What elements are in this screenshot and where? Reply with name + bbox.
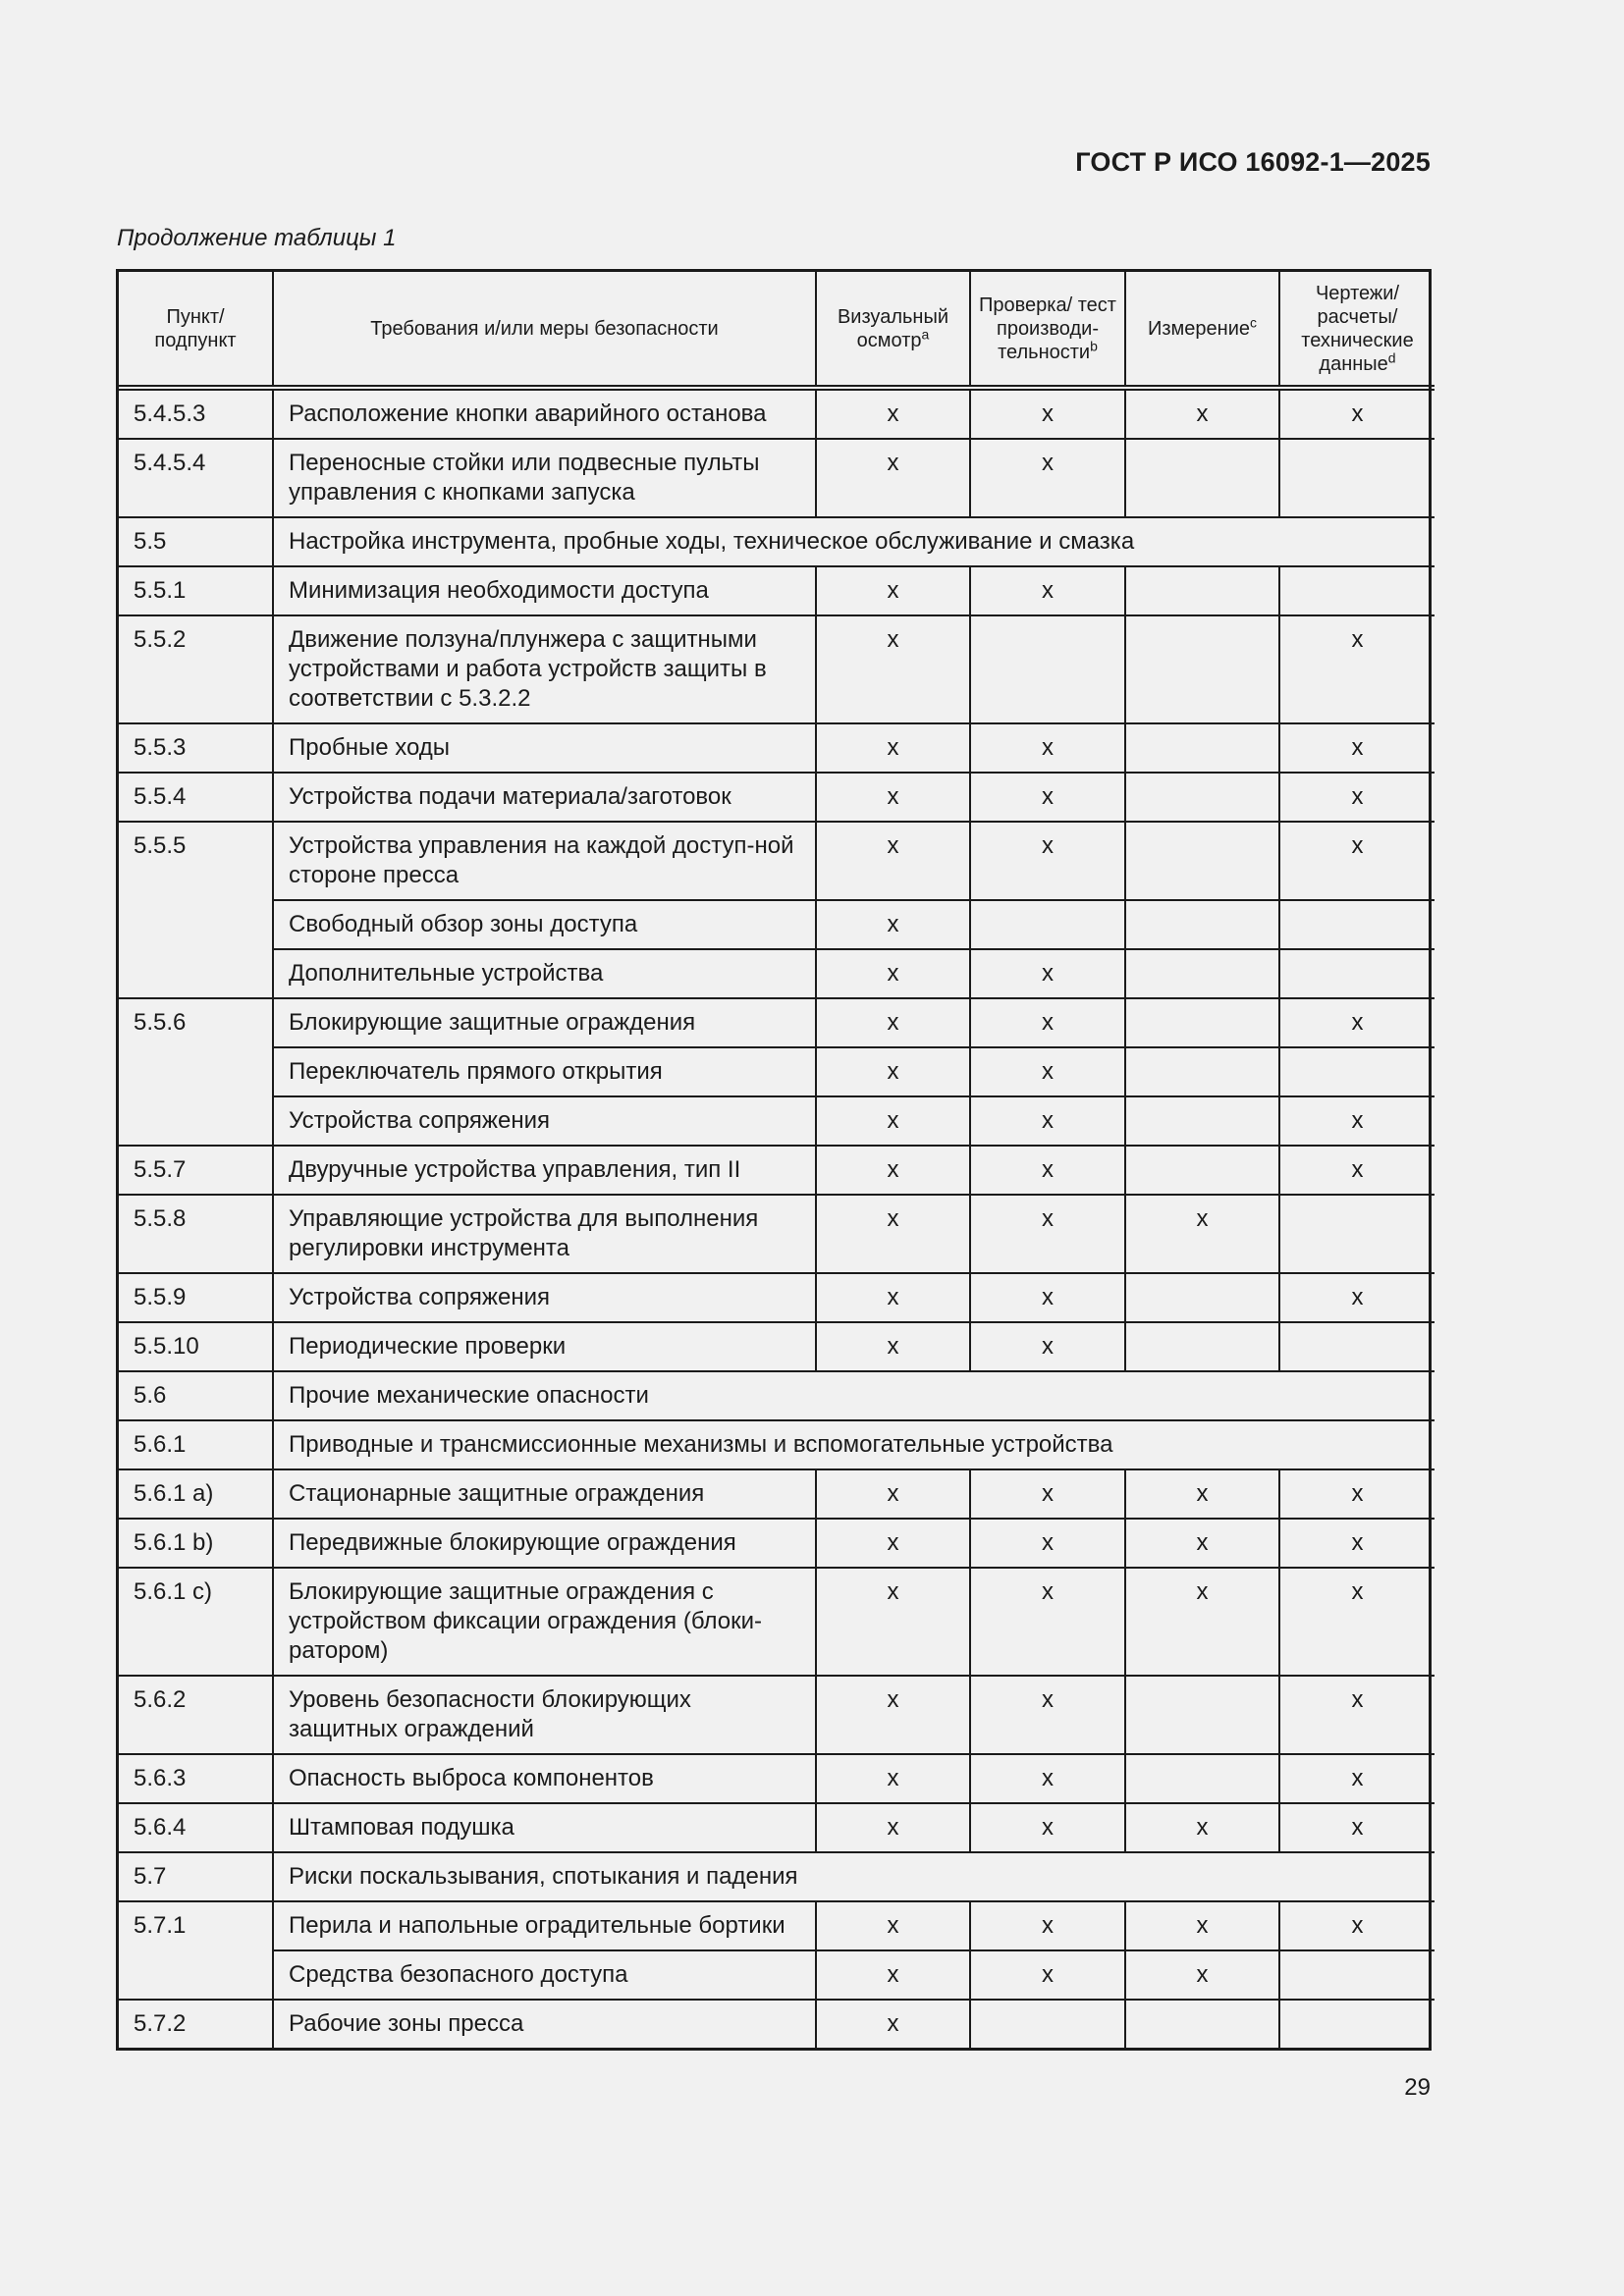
requirement-cell: Передвижные блокирующие ограждения xyxy=(273,1519,816,1568)
check-mark-cell: x xyxy=(1125,1519,1279,1568)
requirement-cell: Стационарные защитные ограждения xyxy=(273,1469,816,1519)
check-mark-cell: x xyxy=(1125,388,1279,439)
table-row xyxy=(119,998,1435,1047)
requirement-cell: Минимизация необходимости доступа xyxy=(273,566,816,615)
check-mark-cell xyxy=(1125,900,1279,949)
check-mark-cell: x xyxy=(816,1754,970,1803)
clause-cell: 5.5.1 xyxy=(119,566,273,615)
clause-cell: 5.6.4 xyxy=(119,1803,273,1852)
requirement-cell: Пробные ходы xyxy=(273,723,816,773)
check-mark-cell xyxy=(1125,2000,1279,2048)
check-mark-cell: x xyxy=(970,1803,1125,1852)
check-mark-cell xyxy=(1279,1950,1435,2000)
clause-cell: 5.6.3 xyxy=(119,1754,273,1803)
check-mark-cell xyxy=(1125,1322,1279,1371)
section-row xyxy=(119,517,1435,566)
clause-cell: 5.5.9 xyxy=(119,1273,273,1322)
check-mark-cell: x xyxy=(816,773,970,822)
check-mark-cell: x xyxy=(1279,1676,1435,1754)
check-mark-cell: x xyxy=(970,1322,1125,1371)
table-row xyxy=(119,1096,1435,1146)
check-mark-cell: x xyxy=(816,822,970,900)
clause-cell: 5.5.10 xyxy=(119,1322,273,1371)
requirement-cell: Устройства сопряжения xyxy=(273,1096,816,1146)
check-mark-cell: x xyxy=(970,773,1125,822)
clause-cell: 5.6.1 xyxy=(119,1420,273,1469)
section-title-cell: Прочие механические опасности xyxy=(273,1371,1435,1420)
table-row xyxy=(119,439,1435,517)
requirement-cell: Штамповая подушка xyxy=(273,1803,816,1852)
check-mark-cell xyxy=(1125,566,1279,615)
check-mark-cell: x xyxy=(1125,1469,1279,1519)
requirement-cell: Уровень безопасности блокирующих защитных ограждений xyxy=(273,1676,816,1754)
check-mark-cell xyxy=(1125,1047,1279,1096)
table-row xyxy=(119,1146,1435,1195)
header-visual-inspection: Визуальный осмотр$^a$ xyxy=(816,272,970,388)
check-mark-cell xyxy=(1279,1047,1435,1096)
table-row xyxy=(119,566,1435,615)
table-caption: Продолжение таблицы 1 xyxy=(117,225,397,251)
header-drawings: Чертежи/ расчеты/ технические данные$^d$ xyxy=(1279,272,1435,388)
check-mark-cell: x xyxy=(970,1519,1125,1568)
header-measurement: Измерение$^c$ xyxy=(1125,272,1279,388)
check-mark-cell: x xyxy=(970,949,1125,998)
check-mark-cell: x xyxy=(970,822,1125,900)
check-mark-cell: x xyxy=(1279,1273,1435,1322)
check-mark-cell: x xyxy=(970,439,1125,517)
check-mark-cell xyxy=(1279,949,1435,998)
check-mark-cell xyxy=(1125,773,1279,822)
check-mark-cell: x xyxy=(1279,998,1435,1047)
table-row xyxy=(119,1901,1435,1950)
check-mark-cell: x xyxy=(816,1676,970,1754)
requirement-cell: Рабочие зоны пресса xyxy=(273,2000,816,2048)
check-mark-cell xyxy=(1279,566,1435,615)
check-mark-cell: x xyxy=(1125,1901,1279,1950)
check-mark-cell: x xyxy=(1125,1803,1279,1852)
table-row xyxy=(119,1322,1435,1371)
clause-cell: 5.5 xyxy=(119,517,273,566)
check-mark-cell xyxy=(1125,1754,1279,1803)
header-performance-test: Проверка/ тест производи-тельности$^b$ xyxy=(970,272,1125,388)
requirements-table xyxy=(119,272,1435,2048)
table-row xyxy=(119,1519,1435,1568)
clause-cell: 5.4.5.4 xyxy=(119,439,273,517)
clause-cell: 5.5.3 xyxy=(119,723,273,773)
check-mark-cell: x xyxy=(816,1901,970,1950)
check-mark-cell: x xyxy=(970,1568,1125,1676)
table-row xyxy=(119,822,1435,900)
requirement-cell: Дополнительные устройства xyxy=(273,949,816,998)
check-mark-cell xyxy=(1279,1322,1435,1371)
check-mark-cell: x xyxy=(816,998,970,1047)
page-number: 29 xyxy=(1404,2074,1431,2101)
clause-cell: 5.4.5.3 xyxy=(119,388,273,439)
check-mark-cell: x xyxy=(1125,1950,1279,2000)
clause-cell: 5.5.8 xyxy=(119,1195,273,1273)
document-code: ГОСТ Р ИСО 16092-1—2025 xyxy=(1075,147,1431,177)
check-mark-cell: x xyxy=(1279,1754,1435,1803)
requirement-cell: Переключатель прямого открытия xyxy=(273,1047,816,1096)
check-mark-cell: x xyxy=(1279,1519,1435,1568)
clause-cell: 5.6 xyxy=(119,1371,273,1420)
check-mark-cell: x xyxy=(970,1146,1125,1195)
check-mark-cell xyxy=(970,2000,1125,2048)
clause-cell: 5.7.1 xyxy=(119,1901,273,2000)
table-row xyxy=(119,1803,1435,1852)
requirement-cell: Управляющие устройства для выполнения регулировки инструмента xyxy=(273,1195,816,1273)
check-mark-cell xyxy=(1279,1195,1435,1273)
table-row xyxy=(119,1568,1435,1676)
clause-cell: 5.5.4 xyxy=(119,773,273,822)
table-row xyxy=(119,388,1435,439)
table-header-row xyxy=(119,272,1435,388)
check-mark-cell xyxy=(1125,1273,1279,1322)
clause-cell: 5.6.1 c) xyxy=(119,1568,273,1676)
requirement-cell: Расположение кнопки аварийного останова xyxy=(273,388,816,439)
check-mark-cell: x xyxy=(816,566,970,615)
clause-cell: 5.6.2 xyxy=(119,1676,273,1754)
requirement-cell: Устройства подачи материала/заготовок xyxy=(273,773,816,822)
check-mark-cell xyxy=(1125,1146,1279,1195)
requirement-cell: Переносные стойки или подвесные пульты управления с кнопками запуска xyxy=(273,439,816,517)
check-mark-cell: x xyxy=(970,388,1125,439)
check-mark-cell: x xyxy=(1279,388,1435,439)
check-mark-cell: x xyxy=(816,2000,970,2048)
check-mark-cell: x xyxy=(1279,723,1435,773)
clause-cell: 5.5.7 xyxy=(119,1146,273,1195)
section-row xyxy=(119,1420,1435,1469)
requirement-cell: Средства безопасного доступа xyxy=(273,1950,816,2000)
check-mark-cell: x xyxy=(1279,773,1435,822)
check-mark-cell: x xyxy=(816,388,970,439)
check-mark-cell xyxy=(1125,1096,1279,1146)
table-row xyxy=(119,949,1435,998)
check-mark-cell xyxy=(1125,822,1279,900)
check-mark-cell: x xyxy=(1125,1195,1279,1273)
table-body xyxy=(119,388,1435,2048)
check-mark-cell xyxy=(1279,439,1435,517)
table-row xyxy=(119,615,1435,723)
check-mark-cell: x xyxy=(816,1322,970,1371)
requirement-cell: Устройства сопряжения xyxy=(273,1273,816,1322)
check-mark-cell: x xyxy=(970,998,1125,1047)
check-mark-cell: x xyxy=(1279,1146,1435,1195)
table-row xyxy=(119,1273,1435,1322)
check-mark-cell: x xyxy=(816,1519,970,1568)
check-mark-cell: x xyxy=(816,1096,970,1146)
section-row xyxy=(119,1371,1435,1420)
requirement-cell: Двуручные устройства управления, тип II xyxy=(273,1146,816,1195)
check-mark-cell: x xyxy=(816,723,970,773)
requirement-cell: Опасность выброса компонентов xyxy=(273,1754,816,1803)
clause-cell: 5.5.6 xyxy=(119,998,273,1146)
check-mark-cell: x xyxy=(970,1096,1125,1146)
section-title-cell: Приводные и трансмиссионные механизмы и вспомогательные устройства xyxy=(273,1420,1435,1469)
check-mark-cell: x xyxy=(970,1754,1125,1803)
check-mark-cell: x xyxy=(1279,822,1435,900)
check-mark-cell xyxy=(1125,723,1279,773)
check-mark-cell: x xyxy=(1279,1901,1435,1950)
check-mark-cell xyxy=(1279,2000,1435,2048)
table-row xyxy=(119,723,1435,773)
check-mark-cell: x xyxy=(816,1195,970,1273)
requirement-cell: Блокирующие защитные ограждения с устройством фиксации ограждения (блоки-ратором) xyxy=(273,1568,816,1676)
header-clause: Пункт/ подпункт xyxy=(119,272,273,388)
check-mark-cell xyxy=(1125,615,1279,723)
check-mark-cell: x xyxy=(1279,1803,1435,1852)
check-mark-cell: x xyxy=(816,949,970,998)
section-title-cell: Настройка инструмента, пробные ходы, техническое обслуживание и смазка xyxy=(273,517,1435,566)
check-mark-cell xyxy=(1125,998,1279,1047)
requirement-cell: Устройства управления на каждой доступ-ной стороне пресса xyxy=(273,822,816,900)
table-row xyxy=(119,1469,1435,1519)
check-mark-cell: x xyxy=(1279,1096,1435,1146)
clause-cell: 5.6.1 a) xyxy=(119,1469,273,1519)
requirement-cell: Периодические проверки xyxy=(273,1322,816,1371)
clause-cell: 5.5.5 xyxy=(119,822,273,998)
table-row xyxy=(119,1676,1435,1754)
check-mark-cell: x xyxy=(970,723,1125,773)
check-mark-cell: x xyxy=(816,1950,970,2000)
check-mark-cell: x xyxy=(1279,1568,1435,1676)
clause-cell: 5.5.2 xyxy=(119,615,273,723)
table-row xyxy=(119,1195,1435,1273)
check-mark-cell: x xyxy=(816,615,970,723)
table-row xyxy=(119,773,1435,822)
clause-cell: 5.7 xyxy=(119,1852,273,1901)
check-mark-cell: x xyxy=(970,1195,1125,1273)
check-mark-cell xyxy=(1125,1676,1279,1754)
table-row xyxy=(119,1950,1435,2000)
table-row xyxy=(119,1047,1435,1096)
requirement-cell: Свободный обзор зоны доступа xyxy=(273,900,816,949)
check-mark-cell: x xyxy=(970,1047,1125,1096)
table-row xyxy=(119,900,1435,949)
requirement-cell: Перила и напольные оградительные бортики xyxy=(273,1901,816,1950)
check-mark-cell: x xyxy=(970,1950,1125,2000)
check-mark-cell xyxy=(1125,439,1279,517)
table-row xyxy=(119,2000,1435,2048)
check-mark-cell: x xyxy=(970,1901,1125,1950)
check-mark-cell: x xyxy=(816,1803,970,1852)
check-mark-cell: x xyxy=(970,1469,1125,1519)
check-mark-cell: x xyxy=(1125,1568,1279,1676)
check-mark-cell: x xyxy=(970,1273,1125,1322)
table-row xyxy=(119,1754,1435,1803)
check-mark-cell: x xyxy=(970,566,1125,615)
check-mark-cell xyxy=(970,900,1125,949)
check-mark-cell: x xyxy=(816,1273,970,1322)
check-mark-cell: x xyxy=(816,1469,970,1519)
check-mark-cell: x xyxy=(816,900,970,949)
requirement-cell: Блокирующие защитные ограждения xyxy=(273,998,816,1047)
check-mark-cell: x xyxy=(816,439,970,517)
header-requirements: Требования и/или меры безопасности xyxy=(273,272,816,388)
check-mark-cell: x xyxy=(816,1568,970,1676)
check-mark-cell: x xyxy=(1279,615,1435,723)
requirement-cell: Движение ползуна/плунжера с защитными устройствами и работа устройств защиты в соответствии с 5.3.2.2 xyxy=(273,615,816,723)
requirements-table-frame xyxy=(116,269,1432,2051)
check-mark-cell: x xyxy=(970,1676,1125,1754)
section-title-cell: Риски поскальзывания, спотыкания и падения xyxy=(273,1852,1435,1901)
section-row xyxy=(119,1852,1435,1901)
check-mark-cell xyxy=(970,615,1125,723)
check-mark-cell xyxy=(1125,949,1279,998)
clause-cell: 5.6.1 b) xyxy=(119,1519,273,1568)
clause-cell: 5.7.2 xyxy=(119,2000,273,2048)
check-mark-cell: x xyxy=(816,1047,970,1096)
check-mark-cell xyxy=(1279,900,1435,949)
check-mark-cell: x xyxy=(816,1146,970,1195)
check-mark-cell: x xyxy=(1279,1469,1435,1519)
